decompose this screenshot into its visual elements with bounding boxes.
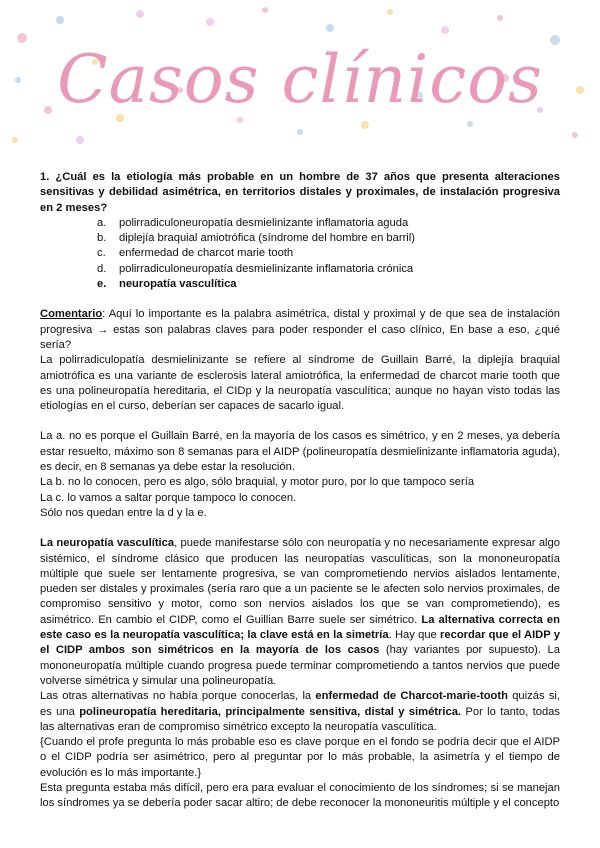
confetti-dot [136,10,144,18]
option-a: a. polirradiculoneuropatía desmielinizante inflamatoria aguda [97,216,409,229]
comment-paragraph: La c. lo vamos a saltar porque tampoco lo conocen. [40,491,297,504]
comment-label: Comentario [40,308,103,321]
comment-paragraph: La neuropatía vasculítica, puede manifestarse sólo con neuropatía y no necesariamente expresar algo sistémico, el síndrome clásico que producen las neuropatías vasculíticas, son la mononeuropatía múltiple que suele ser lentamente progresiva, se van comprometiendo nervios aislados lentamente, pueden ser distales y proximales (sería raro que a un paciente se le afecten solo nervios proximales, de compromiso sensitivo y motor, como son nervios aislados los que se van comprometiendo), es asimétrico. En cambio el CIDP, como el Guillian Barre suele ser simétrico. La alternativa correcta en este caso es la neuropatía vasculítica; la clave está en la simetría. Hay que recordar que el AIDP y el CIDP ambos son simétricos en la mayoría de los casos (hay variantes por supuesto). La mononeuropatía múltiple cuando progresa puede terminar comprometiendo a tantos nervios que puede volverse simétrica y simular una polineuropatía. [40,537,560,687]
comment-paragraph: La polirradiculopatía desmielinizante se refiere al síndrome de Guillain Barré, la diplejía braquial amiotrófica es una variante de esclerosis lateral amiotrófica, la enfermedad de charcot marie tooth que es una polineuropatía hereditaria, el CIDp y la neuropatía vasculítica; aunque no hayan visto todas las etiologías en el curso, deberían ser capaces de sacarlo igual. [40,354,560,413]
comment-paragraph: Las otras alternativas no había porque conocerlas, la enfermedad de Charcot-marie-tooth quizás si, es una polineuropatía hereditaria, principalmente sensitiva, distal y simétrica. Por lo tanto, todas las alternativas eran de compromiso simétrico excepto la neuropatía vasculítica. [40,690,561,733]
option-c: c. enfermedad de charcot marie tooth [97,247,294,260]
comment-paragraph: {Cuando el profe pregunta lo más probable eso es clave porque en el fondo se podría decir que el AIDP o el CIDP podría ser asimétrico, pero al preguntar por lo más probable, la asimetría y el tiempo de evolución es lo más importante.} [40,736,560,779]
page-title: Casos clínicos [57,41,543,118]
option-d: d. polirradiculoneuropatía desmielinizante inflamatoria crónica [97,262,414,275]
confetti-dot [497,15,503,21]
confetti-dot [206,18,214,26]
question-1 [40,170,560,216]
confetti-dot [12,137,18,143]
confetti-dot [467,121,473,127]
confetti-dot [387,9,393,15]
comment-paragraph: Esta pregunta estaba más difícil, pero era para evaluar el conocimiento de los síndromes; si se manejan los síndromes ya se debería poder sacar altiro; de debe reconocer la mononeuritis múltiple y el concepto [40,781,560,810]
option-e-correct: e. neuropatía vasculítica [97,278,237,291]
option-b: b. diplejía braquial amiotrófica (síndrome del hombre en barril) [97,232,415,245]
confetti-dot [441,26,449,34]
comment-paragraph: Sólo nos quedan entre la d y la e. [40,506,207,519]
confetti-dot [76,136,84,144]
confetti-dot [297,129,303,135]
document-body [40,170,560,812]
comment-intro: Comentario: Aquí lo importante es la palabra asimétrica, distal y proximal y de que sea de instalación progresiva → estas son palabras claves para poder responder el caso clínico, En base a eso, ¿qué sería? [40,308,560,351]
confetti-dot [56,16,64,24]
answer-options [40,216,560,292]
confetti-dot [262,7,268,13]
question-number: 1. [40,171,50,183]
confetti-dot [326,24,334,32]
confetti-dot [361,121,369,129]
confetti-dot [572,132,578,138]
comment-paragraph: La a. no es porque el Guillain Barré, en la mayoría de los casos es simétrico, y en 2 meses, ya debería estar resuelto, máximo son 8 semanas para el AIDP (polineuropatía desmielinizante inflamatoria aguda), es decir, en 8 semanas ya debe estar la resolución. [40,430,560,474]
question-text: ¿Cuál es la etiología más probable en un hombre de 37 años que presenta alteraciones sensitivas y debilidad asimétrica, en territorios distales y proximales, de instalación progresiva en 2 meses? [40,171,560,214]
comment-paragraph: La b. no lo conocen, pero es algo, sólo braquial, y motor puro, por lo que tampoco sería [40,476,475,489]
